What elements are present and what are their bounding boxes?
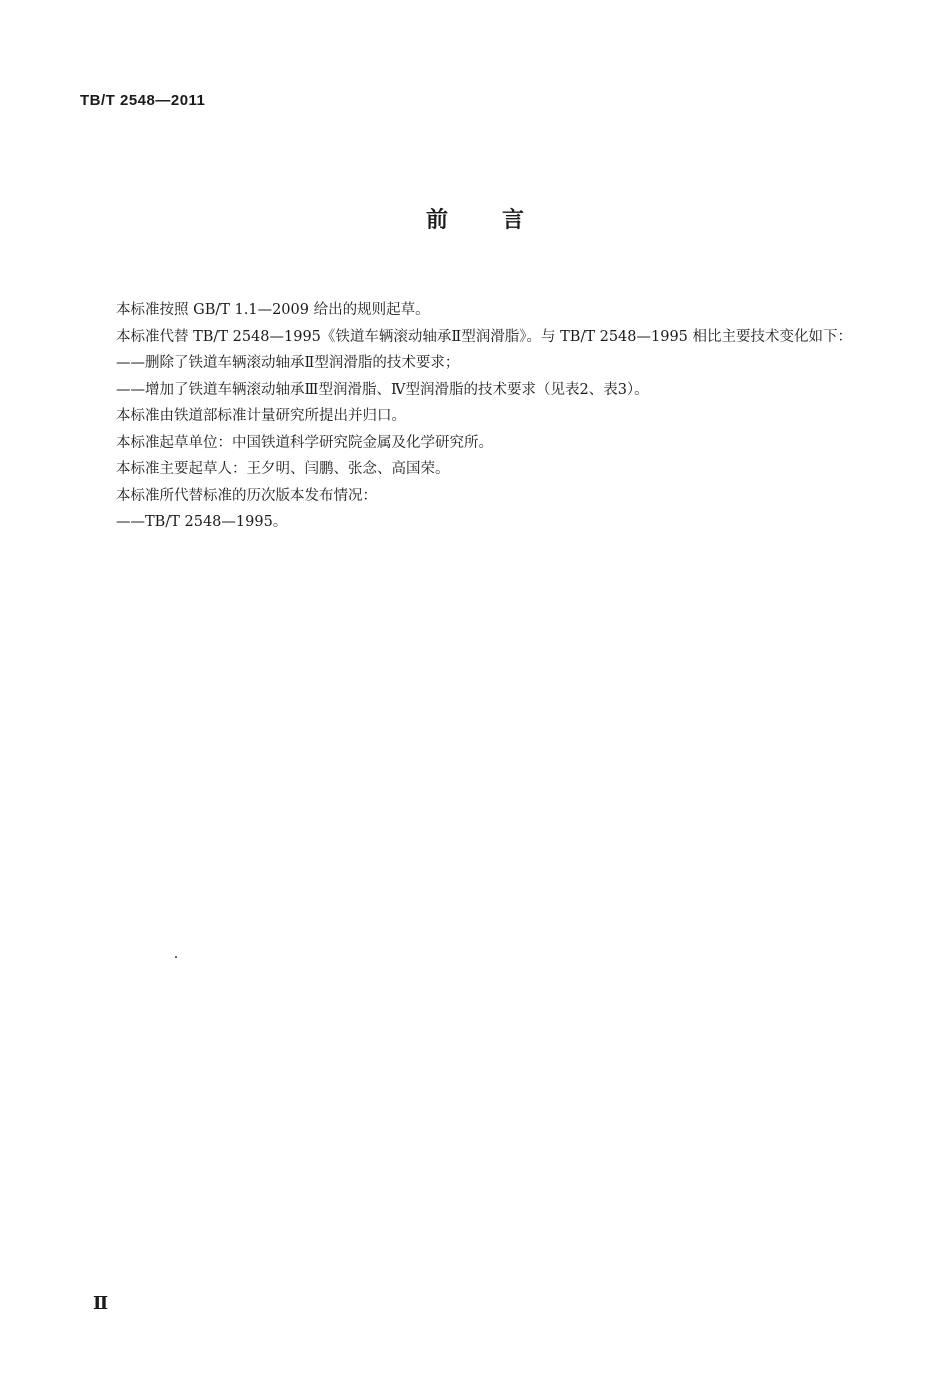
page-title: 前言 — [425, 208, 578, 233]
paragraph-change-deleted: ——删除了铁道车辆滚动轴承Ⅱ型润滑脂的技术要求； — [116, 355, 460, 371]
foreword-body — [80, 297, 860, 536]
paragraph-main-drafters: 本标准主要起草人：王夕明、闫鹏、张念、高国荣。 — [116, 461, 450, 477]
page-number: Ⅱ — [93, 1293, 109, 1314]
paragraph-replacement: 本标准代替 TB/T 2548—1995《铁道车辆滚动轴承Ⅱ型润滑脂》。与 TB/T 2548—1995 相比主要技术变化如下： — [116, 328, 853, 345]
stray-mark — [175, 956, 177, 958]
paragraph-drafting-rules: 本标准按照 GB/T 1.1—2009 给出的规则起草。 — [116, 302, 430, 318]
paragraph-drafting-unit: 本标准起草单位：中国铁道科学研究院金属及化学研究所。 — [116, 434, 493, 451]
paragraph-previous-version-item: ——TB/T 2548—1995。 — [116, 514, 288, 530]
standard-code: TB/T 2548—2011 — [80, 92, 206, 109]
paragraph-change-added: ——增加了铁道车辆滚动轴承Ⅲ型润滑脂、Ⅳ型润滑脂的技术要求（见表2、表3）。 — [116, 381, 649, 398]
paragraph-previous-versions: 本标准所代替标准的历次版本发布情况： — [116, 487, 377, 504]
paragraph-proposer: 本标准由铁道部标准计量研究所提出并归口。 — [116, 408, 406, 424]
